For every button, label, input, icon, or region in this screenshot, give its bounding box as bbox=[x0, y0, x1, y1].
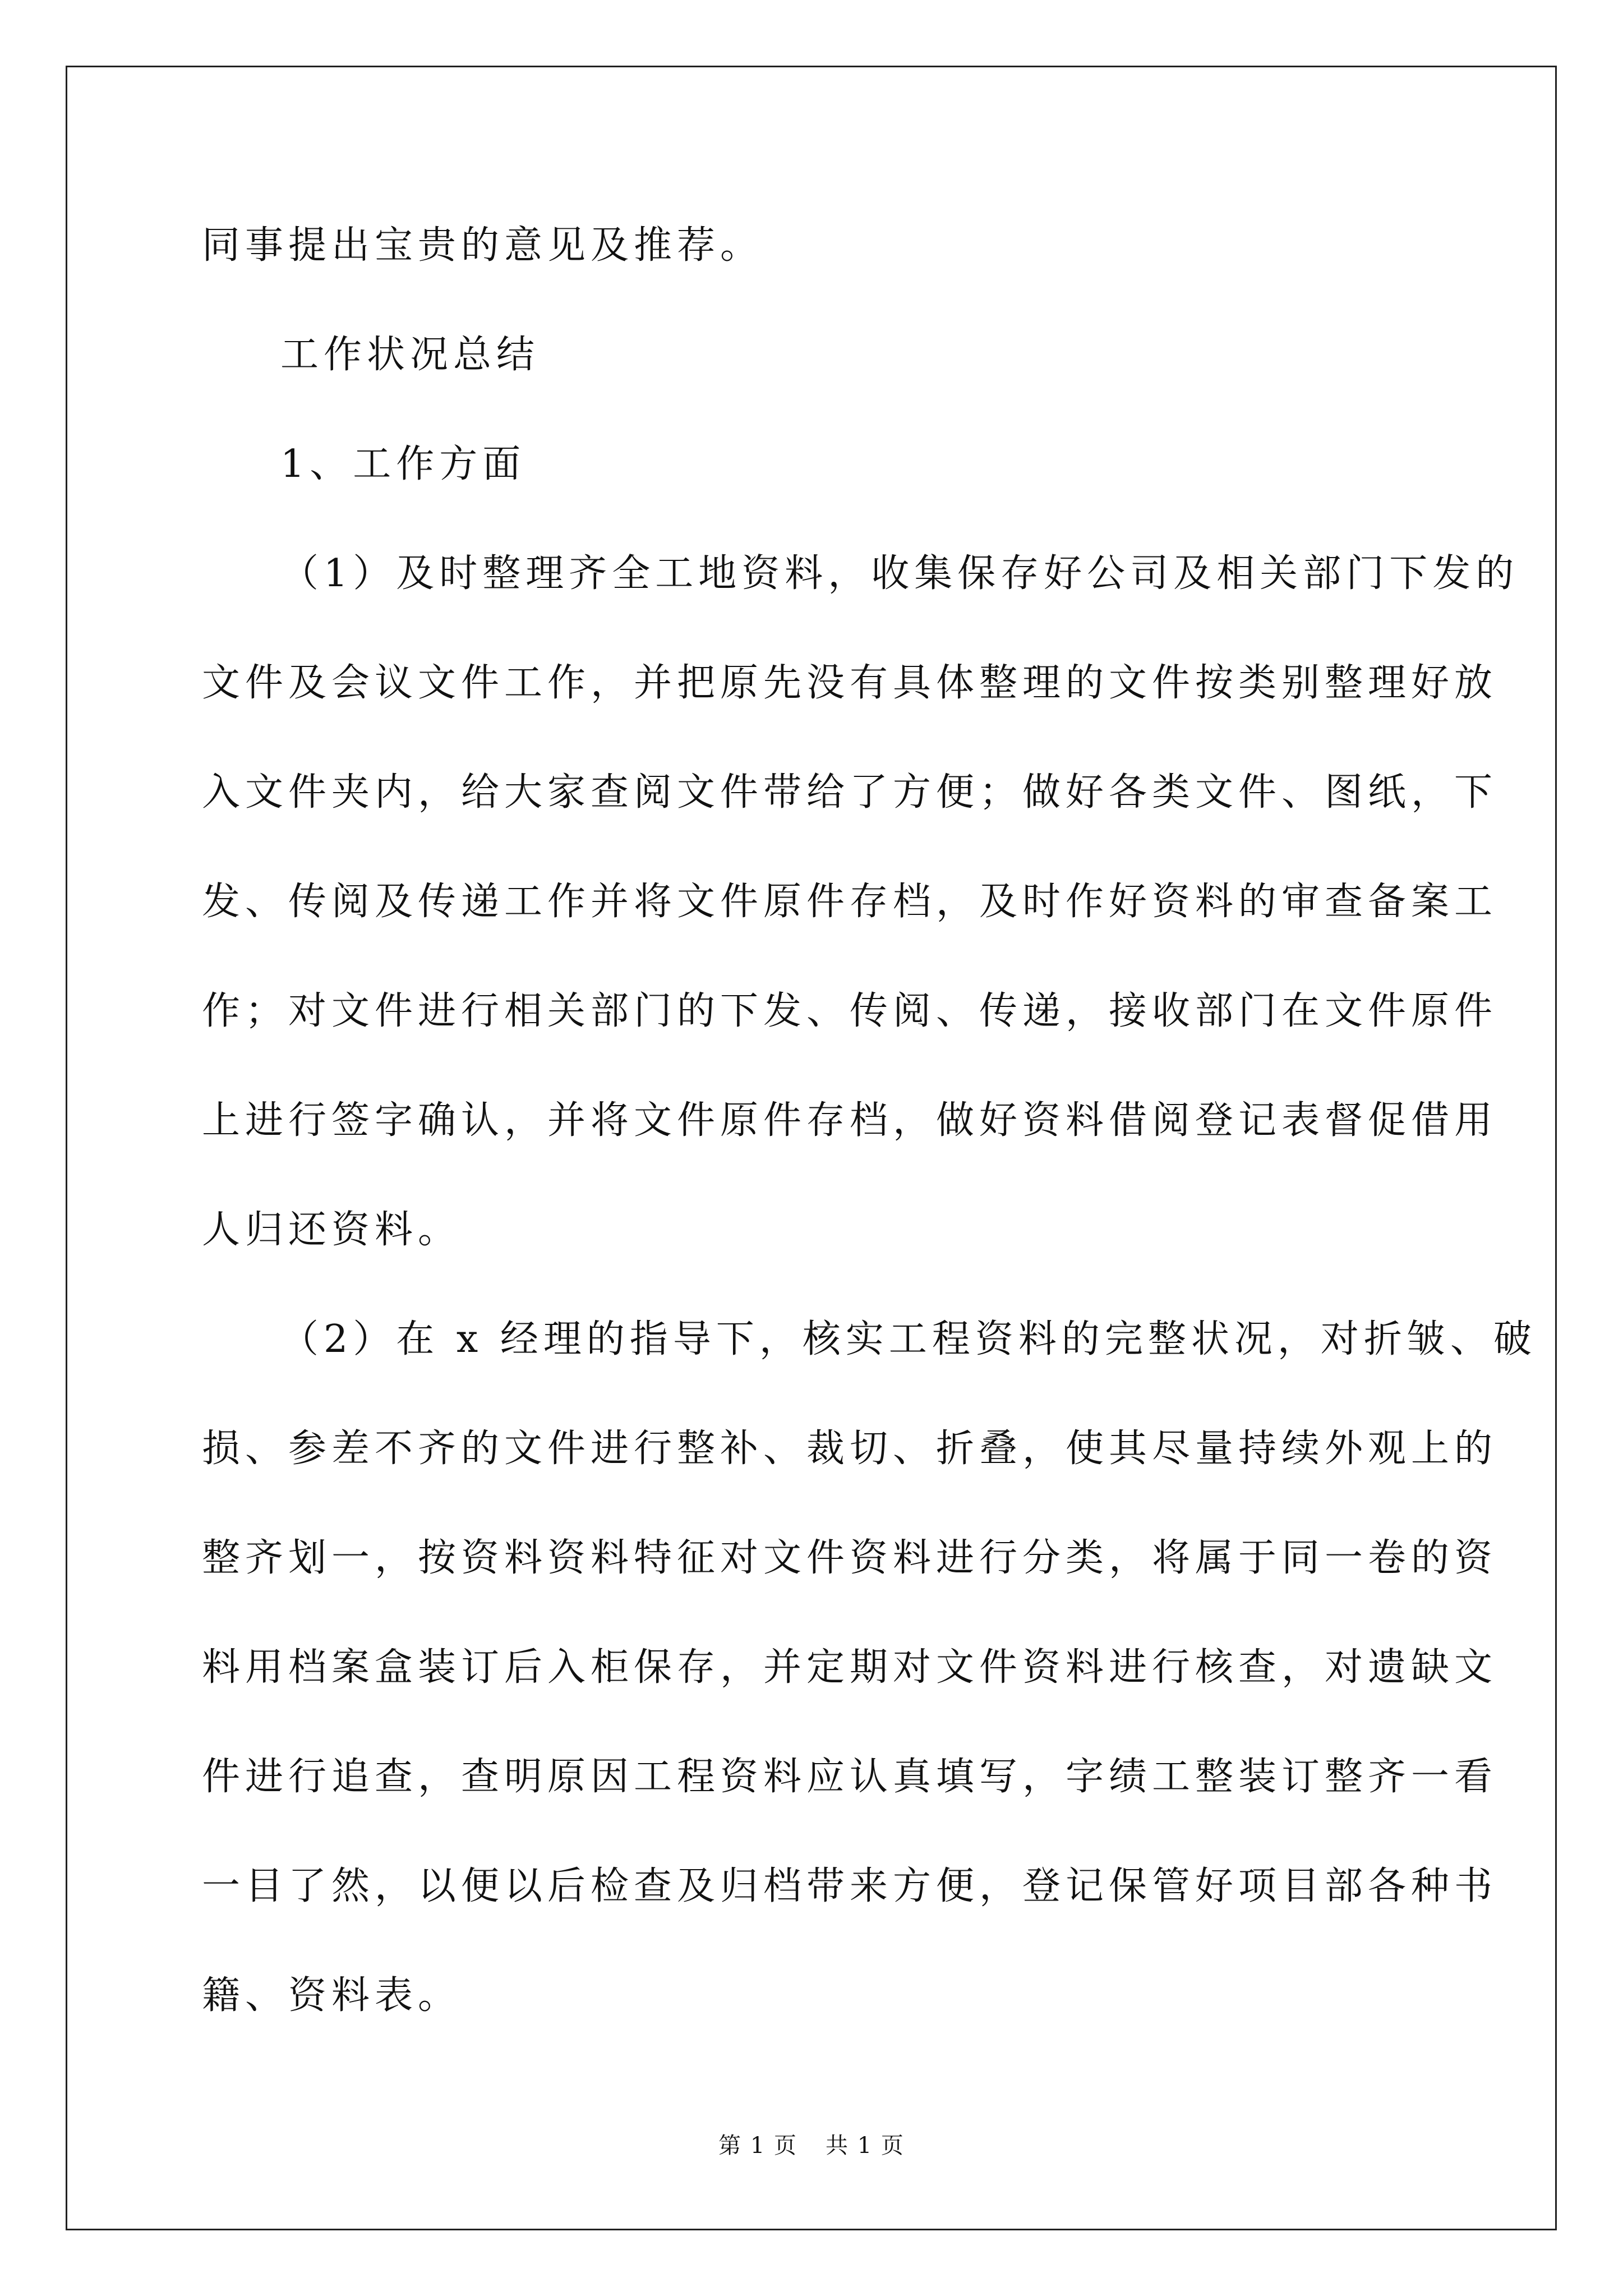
text-line: 上进行签字确认，并将文件原件存档，做好资料借阅登记表督促借用 bbox=[202, 1098, 1498, 1143]
text-line: （2）在 x 经理的指导下，核实工程资料的完整状况，对折皱、破 bbox=[280, 1317, 1537, 1361]
text-line: 发、传阅及传递工作并将文件原件存档，及时作好资料的审查备案工 bbox=[202, 880, 1498, 924]
page-total: 共 1 页 bbox=[826, 2133, 905, 2159]
text-line: （1）及时整理齐全工地资料，收集保存好公司及相关部门下发的 bbox=[280, 551, 1519, 596]
text-line: 籍、资料表。 bbox=[202, 1973, 462, 2018]
text-line: 人归还资料。 bbox=[202, 1208, 462, 1252]
text-line: 作；对文件进行相关部门的下发、传阅、传递，接收部门在文件原件 bbox=[202, 989, 1498, 1033]
text-line: 工作状况总结 bbox=[280, 333, 540, 377]
document-body bbox=[202, 191, 1537, 2050]
text-line: 1、工作方面 bbox=[280, 442, 526, 486]
text-line: 文件及会议文件工作，并把原先没有具体整理的文件按类别整理好放 bbox=[202, 661, 1498, 705]
text-line: 一目了然，以便以后检查及归档带来方便，登记保管好项目部各种书 bbox=[202, 1864, 1498, 1908]
text-line: 同事提出宝贵的意见及推荐。 bbox=[202, 223, 764, 268]
text-line: 损、参差不齐的文件进行整补、裁切、折叠，使其尽量持续外观上的 bbox=[202, 1427, 1498, 1471]
page-number: 第 1 页 bbox=[718, 2133, 797, 2159]
text-line: 入文件夹内，给大家查阅文件带给了方便；做好各类文件、图纸，下 bbox=[202, 770, 1498, 815]
page-footer bbox=[0, 2132, 1623, 2160]
text-line: 料用档案盒装订后入柜保存，并定期对文件资料进行核查，对遗缺文 bbox=[202, 1645, 1498, 1690]
text-line: 件进行追查，查明原因工程资料应认真填写，字绩工整装订整齐一看 bbox=[202, 1755, 1498, 1799]
text-line: 整齐划一，按资料资料特征对文件资料进行分类，将属于同一卷的资 bbox=[202, 1536, 1498, 1580]
